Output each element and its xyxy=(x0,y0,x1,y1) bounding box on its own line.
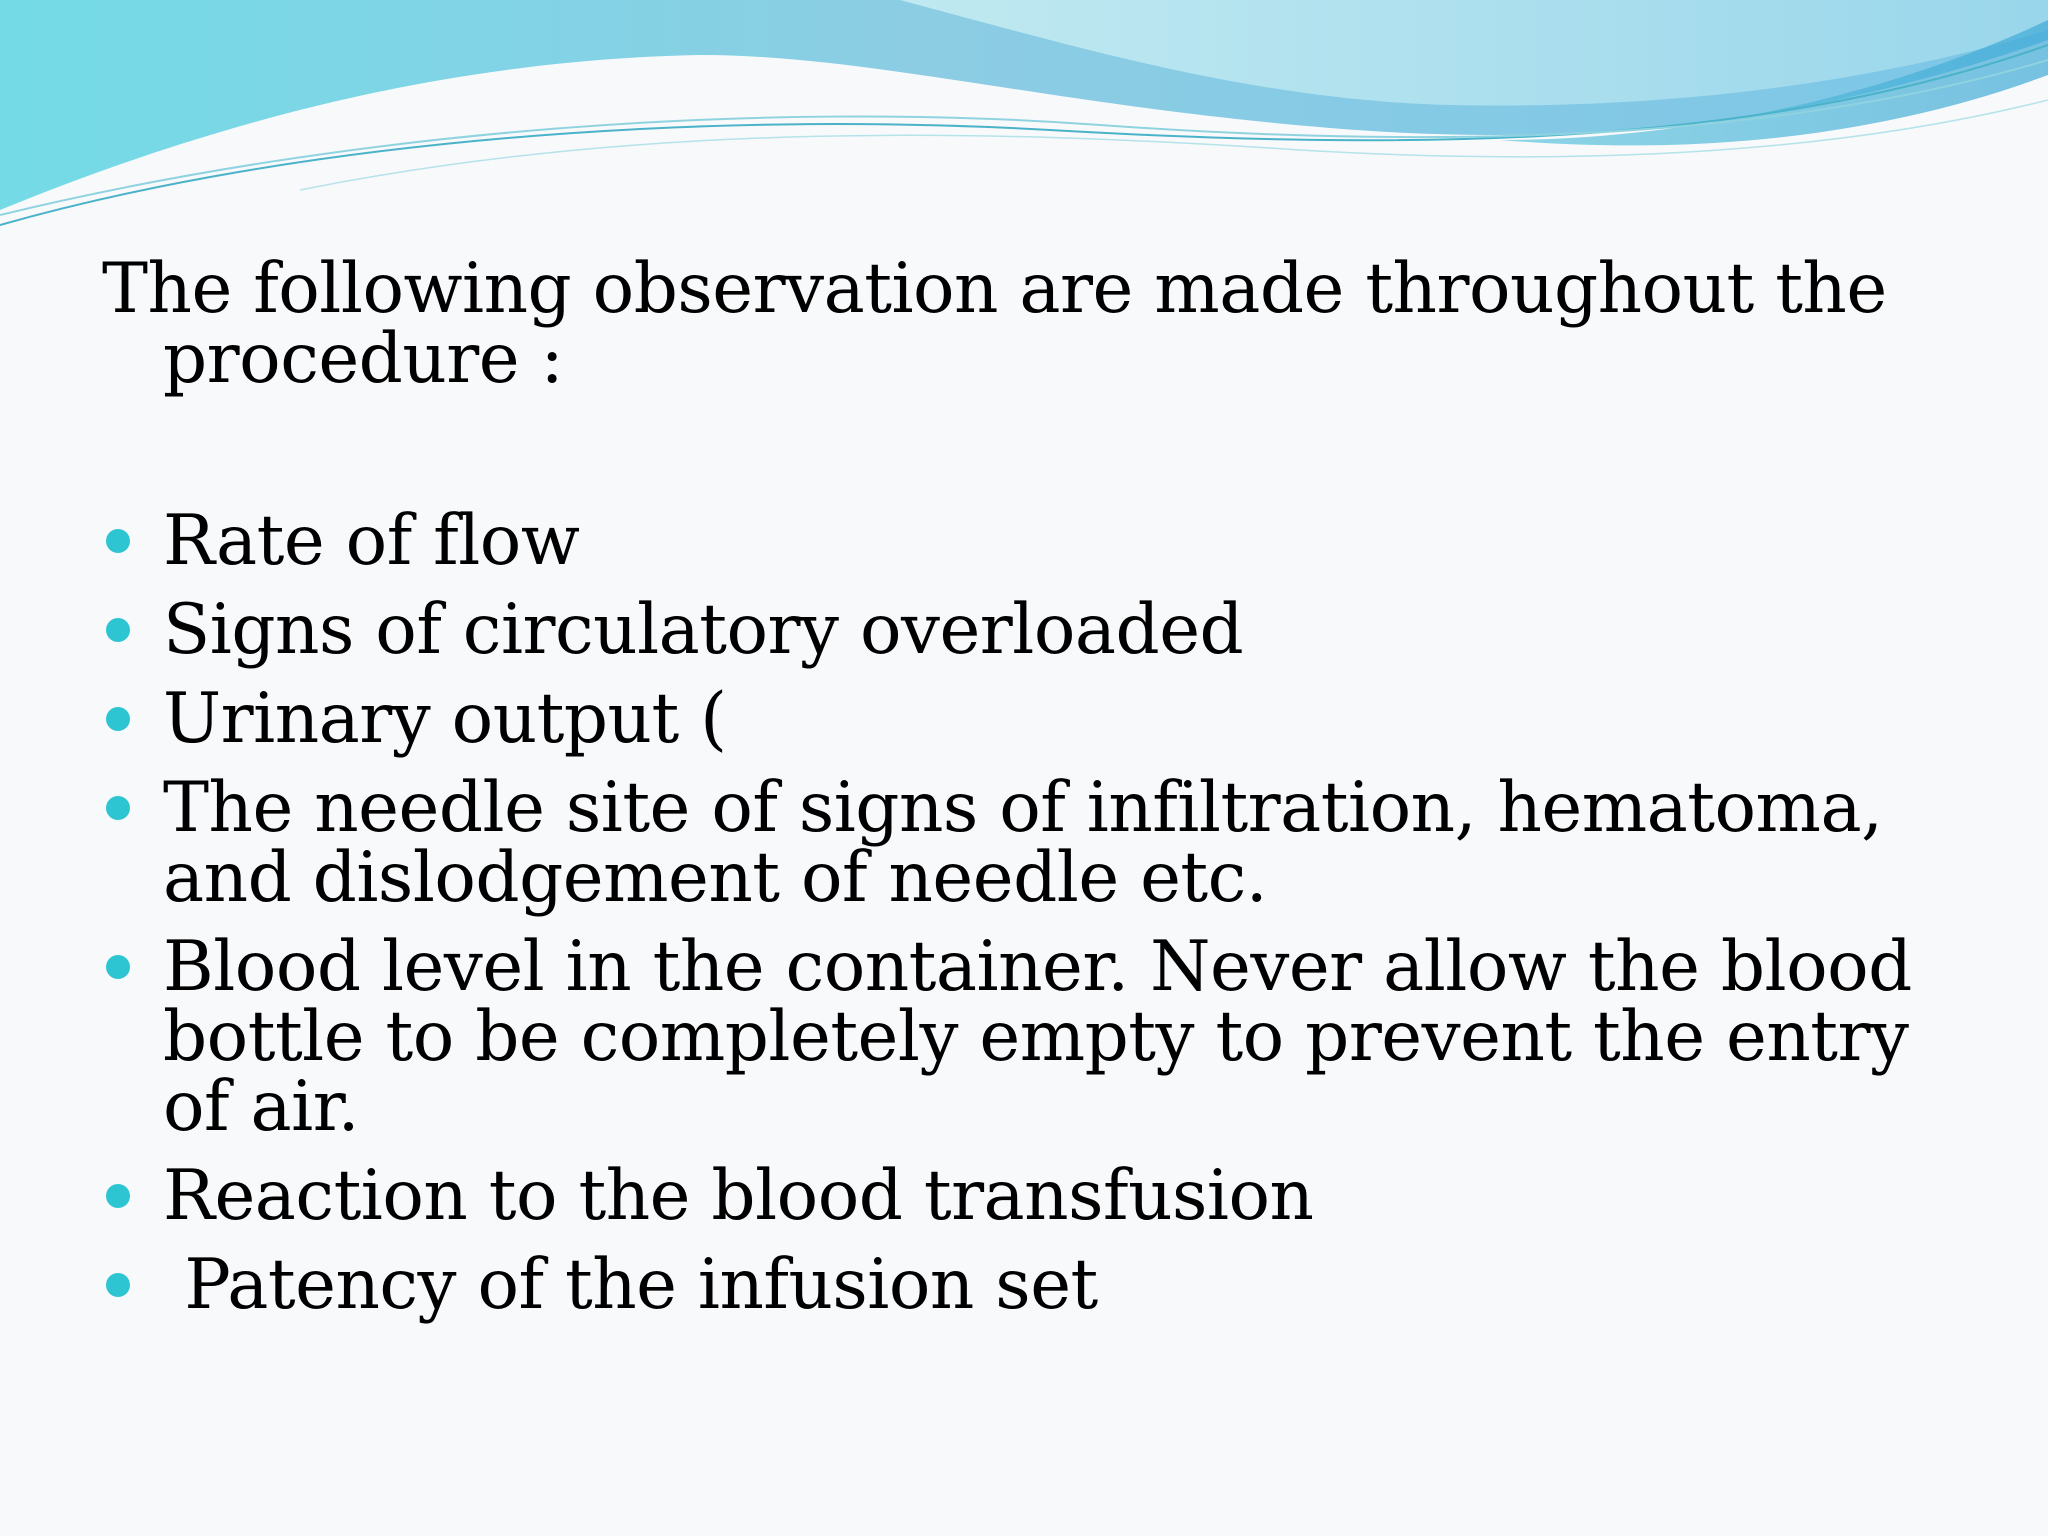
list-item xyxy=(102,768,1962,918)
bullet-text: Blood level in the container. Never allow the blood bottle to be completely empty to prevent the entry of air. xyxy=(163,927,1912,1147)
intro-text: The following observation are made throughout the procedure : xyxy=(102,249,1887,399)
bullet-text: Signs of circulatory overloaded xyxy=(163,590,1244,670)
bullet-dot-icon xyxy=(106,1184,130,1208)
wave-decoration xyxy=(0,0,2048,240)
bullet-text: Reaction to the blood transfusion xyxy=(163,1156,1314,1236)
list-item xyxy=(102,1245,1962,1325)
bullet-dot-icon xyxy=(106,529,130,553)
bullet-dot-icon xyxy=(106,618,130,642)
list-item xyxy=(102,501,1962,581)
list-item xyxy=(102,679,1962,759)
bullet-list xyxy=(102,501,1962,1339)
bullet-dot-icon xyxy=(106,707,130,731)
bullet-text: The needle site of signs of infiltration, hematoma, and dislodgement of needle etc. xyxy=(163,768,1883,918)
bullet-dot-icon xyxy=(106,955,130,979)
bullet-dot-icon xyxy=(106,796,130,820)
list-item xyxy=(102,1156,1962,1236)
list-item xyxy=(102,590,1962,670)
list-item xyxy=(102,927,1962,1147)
bullet-dot-icon xyxy=(106,1273,130,1297)
bullet-text: Urinary output ( xyxy=(163,679,727,759)
bullet-text: Patency of the infusion set xyxy=(163,1245,1098,1325)
bullet-text: Rate of flow xyxy=(163,501,580,581)
